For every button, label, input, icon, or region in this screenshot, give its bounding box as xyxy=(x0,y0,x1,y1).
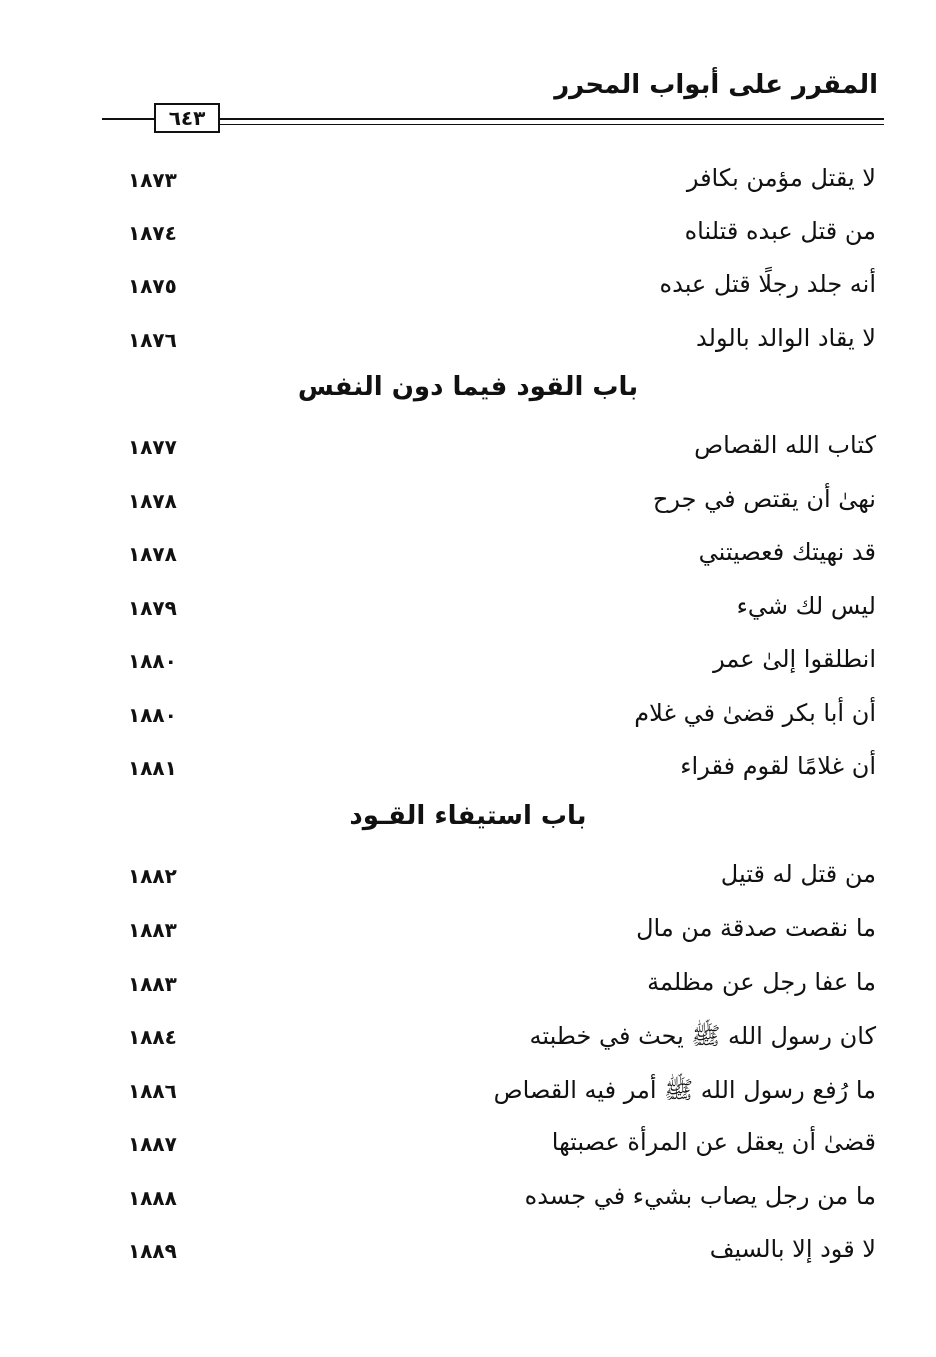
entry-text: ما نقصت صدقة من مال xyxy=(636,914,876,942)
entry-text: لا يقتل مؤمن بكافر xyxy=(686,164,876,192)
entry-text: ما عفا رجل عن مظلمة xyxy=(647,968,876,996)
index-entry xyxy=(0,641,936,681)
page-number: ٦٤٣ xyxy=(154,103,220,133)
entry-text: أن غلامًا لقوم فقراء xyxy=(680,752,876,780)
index-entry xyxy=(0,1124,936,1164)
entry-ref: ١٨٧٦ xyxy=(128,328,177,352)
entry-ref: ١٨٨٩ xyxy=(128,1239,177,1263)
index-entry xyxy=(0,910,936,950)
entry-text: ما من رجل يصاب بشيء في جسده xyxy=(524,1182,876,1210)
header-rule-thin xyxy=(218,124,884,125)
entry-ref: ١٨٨٤ xyxy=(128,1025,177,1049)
entry-ref: ١٨٨٦ xyxy=(128,1079,177,1103)
entry-text: ليس لك شيء xyxy=(736,592,876,620)
section-heading: باب استيفاء القـود xyxy=(349,801,587,831)
index-entry xyxy=(0,1178,936,1218)
index-entry xyxy=(0,748,936,788)
entry-ref: ١٨٨١ xyxy=(128,756,177,780)
entry-text: كتاب الله القصاص xyxy=(694,431,876,459)
entry-ref: ١٨٧٣ xyxy=(128,168,177,192)
entry-ref: ١٨٨٠ xyxy=(128,649,177,673)
index-entry xyxy=(0,695,936,735)
index-entry xyxy=(0,160,936,200)
entry-ref: ١٨٨٠ xyxy=(128,703,177,727)
index-entry xyxy=(0,1071,936,1111)
index-entry xyxy=(0,1231,936,1271)
entry-ref: ١٨٨٨ xyxy=(128,1186,177,1210)
entry-ref: ١٨٧٨ xyxy=(128,489,177,513)
entry-text: من قتل له قتيل xyxy=(720,860,876,888)
entry-ref: ١٨٧٩ xyxy=(128,596,177,620)
running-title: المقرر على أبواب المحرر xyxy=(554,70,878,100)
index-entry xyxy=(0,964,936,1004)
entry-text: لا يقاد الوالد بالولد xyxy=(696,324,876,352)
index-entry xyxy=(0,856,936,896)
entry-text: لا قود إلا بالسيف xyxy=(709,1235,876,1263)
entry-ref: ١٨٧٤ xyxy=(128,221,177,245)
entry-ref: ١٨٧٥ xyxy=(128,274,177,298)
entry-text: نهىٰ أن يقتص في جرح xyxy=(652,485,876,513)
index-entry xyxy=(0,481,936,521)
entry-text: قد نهيتك فعصيتني xyxy=(698,538,876,566)
entry-text: من قتل عبده قتلناه xyxy=(684,217,876,245)
entry-text: أن أبا بكر قضىٰ في غلام xyxy=(634,699,876,727)
entry-text: أنه جلد رجلًا قتل عبده xyxy=(659,270,876,298)
entry-ref: ١٨٨٧ xyxy=(128,1132,177,1156)
index-entry xyxy=(0,266,936,306)
index-entry xyxy=(0,320,936,360)
entry-ref: ١٨٧٧ xyxy=(128,435,177,459)
section-heading: باب القود فيما دون النفس xyxy=(297,372,639,402)
entry-text: انطلقوا إلىٰ عمر xyxy=(713,645,876,673)
entry-text: قضىٰ أن يعقل عن المرأة عصبتها xyxy=(551,1128,876,1156)
index-entry xyxy=(0,427,936,467)
index-entry xyxy=(0,588,936,628)
entry-ref: ١٨٨٣ xyxy=(128,918,177,942)
entry-ref: ١٨٨٣ xyxy=(128,972,177,996)
index-entry xyxy=(0,534,936,574)
index-entry xyxy=(0,1017,936,1057)
index-entry xyxy=(0,213,936,253)
entry-ref: ١٨٨٢ xyxy=(128,864,177,888)
entry-ref: ١٨٧٨ xyxy=(128,542,177,566)
entry-text: ما رُفع رسول الله ﷺ أمر فيه القصاص xyxy=(493,1076,876,1104)
entry-text: كان رسول الله ﷺ يحث في خطبته xyxy=(529,1022,876,1050)
